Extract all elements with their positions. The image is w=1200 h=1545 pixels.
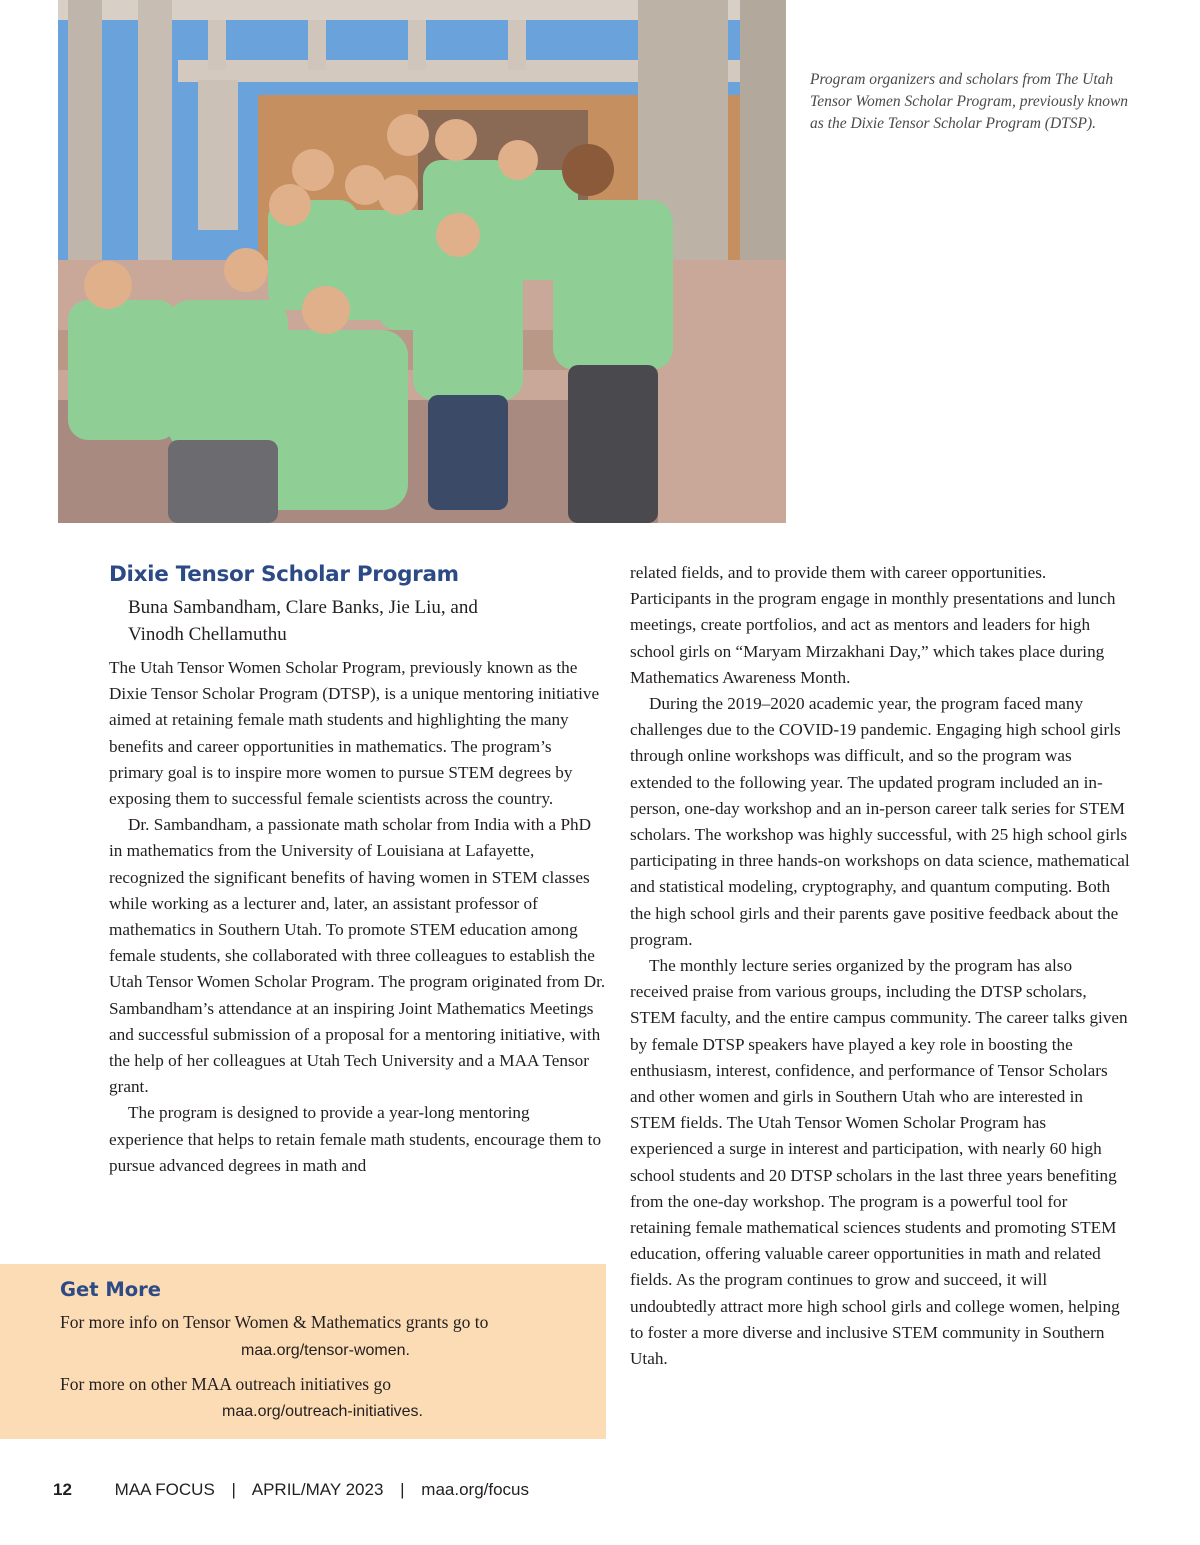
footer-separator: | bbox=[231, 1480, 236, 1499]
page-number: 12 bbox=[53, 1480, 72, 1499]
paragraph: During the 2019–2020 academic year, the program faced many challenges due to the COVID-19 pandemic. Engaging high school girls through online workshops was difficult, and so the program was extended to the following year. The updated program included an in-person, one-day workshop and an in-person career talk series for STEM scholars. The workshop was highly successful, with 25 high school girls participating in three hands-on workshops on data science, mathematical and statistical modeling, cryptography, and quantum computing. Both the high school girls and their parents gave positive feedback about the program. bbox=[630, 694, 1130, 949]
publication-name: MAA FOCUS bbox=[114, 1480, 215, 1499]
get-more-text: For more info on Tensor Women & Mathematics grants go to bbox=[60, 1312, 489, 1332]
outreach-initiatives-link[interactable]: maa.org/outreach-initiatives. bbox=[222, 1403, 423, 1420]
paragraph: The Utah Tensor Women Scholar Program, previously known as the Dixie Tensor Scholar Program (DTSP), is a unique mentoring initiative aimed at retaining female math students and highlighting the many benefits and career opportunities in mathematics. The program’s primary goal is to inspire more women to pursue STEM degrees by exposing them to successful female scientists across the country. bbox=[109, 658, 600, 809]
issue-date: APRIL/MAY 2023 bbox=[251, 1480, 384, 1499]
get-more-box bbox=[0, 1264, 606, 1439]
article-title: Dixie Tensor Scholar Program bbox=[109, 562, 459, 587]
paragraph: The monthly lecture series organized by the program has also received praise from various groups, including the DTSP scholars, STEM faculty, and the entire campus community. The career talks given by female DTSP speakers have played a key role in boosting the enthusiasm, interest, confidence, and performance of Tensor Scholars and other women and girls in Southern Utah who are interested in STEM fields. The Utah Tensor Women Scholar Program has experienced a surge in interest and participation, with nearly 60 high school students and 20 DTSP scholars in the last three years benefiting from the one-day workshop. The program is a powerful tool for retaining female mathematical sciences students and promoting STEM education, offering valuable career opportunities in math and related fields. As the program continues to grow and succeed, it will undoubtedly attract more high school girls and college women, helping to foster a more diverse and inclusive STEM community in Southern Utah. bbox=[630, 956, 1128, 1369]
authors-line: Buna Sambandham, Clare Banks, Jie Liu, and bbox=[128, 597, 478, 618]
get-more-text: For more on other MAA outreach initiatives go bbox=[60, 1374, 391, 1394]
authors-line: Vinodh Chellamuthu bbox=[128, 624, 287, 645]
footer-url[interactable]: maa.org/focus bbox=[421, 1480, 530, 1499]
paragraph: related fields, and to provide them with career opportunities. Participants in the program engage in monthly presentations and lunch meetings, create portfolios, and act as mentors and leaders for high school girls on “Maryam Mirzakhani Day,” which takes place during Mathematics Awareness Month. bbox=[630, 563, 1116, 687]
group-photo bbox=[58, 0, 786, 523]
footer-separator: | bbox=[400, 1480, 405, 1499]
article-column-left bbox=[109, 655, 607, 1179]
page-footer bbox=[53, 1480, 529, 1500]
article-authors bbox=[128, 594, 598, 648]
tensor-women-link[interactable]: maa.org/tensor-women. bbox=[241, 1342, 410, 1359]
get-more-heading: Get More bbox=[60, 1278, 161, 1301]
article-column-right bbox=[630, 560, 1130, 1372]
paragraph: The program is designed to provide a year-long mentoring experience that helps to retain female math students, encourage them to pursue advanced degrees in math and bbox=[109, 1103, 602, 1175]
paragraph: Dr. Sambandham, a passionate math scholar from India with a PhD in mathematics from the University of Louisiana at Lafayette, recognized the significant benefits of having women in STEM classes while working as a lecturer and, later, an assistant professor of mathematics in Southern Utah. To promote STEM education among female students, she collaborated with three colleagues to establish the Utah Tensor Women Scholar Program. The program originated from Dr. Sambandham’s attendance at an inspiring Joint Mathematics Meetings and successful submission of a proposal for a mentoring initiative, with the help of her colleagues at Utah Tech University and a MAA Tensor grant. bbox=[109, 815, 606, 1097]
photo-caption: Program organizers and scholars from The Utah Tensor Women Scholar Program, previously known as the Dixie Tensor Scholar Program (DTSP). bbox=[810, 71, 1129, 132]
